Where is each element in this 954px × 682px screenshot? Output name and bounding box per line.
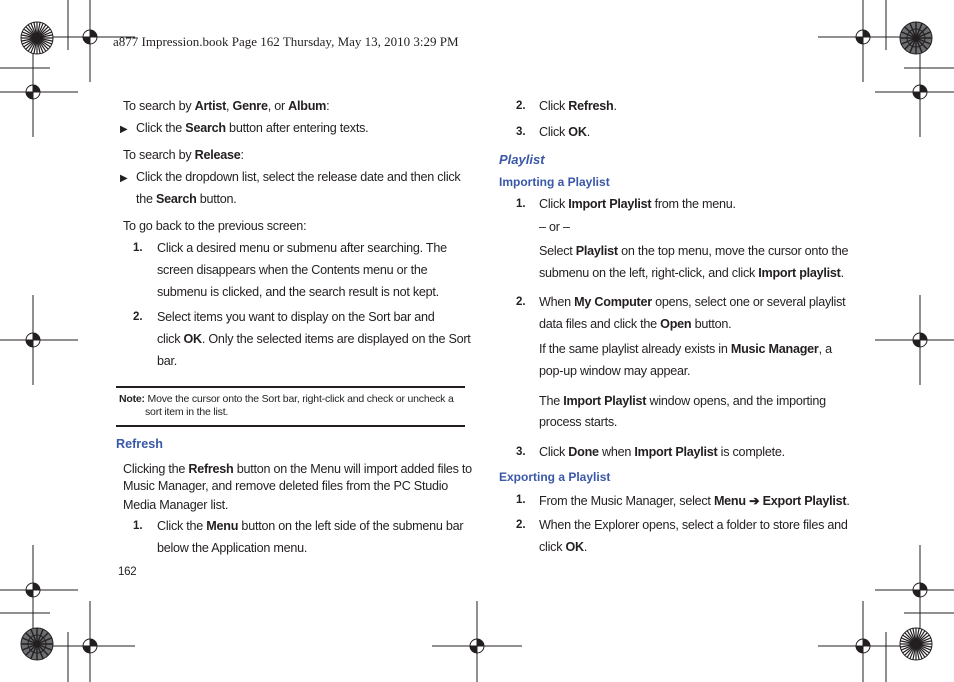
page-number: 162 bbox=[118, 566, 137, 578]
refresh-heading: Refresh bbox=[116, 437, 163, 451]
refresh-paragraph-line3: Media Manager list. bbox=[123, 498, 229, 512]
step-number: 1. bbox=[133, 520, 143, 532]
refresh-paragraph-line2: Music Manager, and remove deleted files from the PC Studio bbox=[123, 479, 449, 493]
refresh-paragraph-line1: Clicking the Refresh button on the Menu will import added files to bbox=[123, 462, 472, 476]
search-artist-line: To search by Artist, Genre, or Album: bbox=[123, 99, 330, 113]
export-step1: From the Music Manager, select Menu ➔ Export Playlist. bbox=[539, 494, 850, 508]
import-step2-line2: data files and click the Open button. bbox=[539, 317, 732, 331]
note-bottom-rule bbox=[116, 425, 465, 427]
refresh-step2: Click Refresh. bbox=[539, 99, 617, 113]
note-line-2: sort item in the list. bbox=[145, 406, 229, 418]
export-step2-line1: When the Explorer opens, select a folder to store files and bbox=[539, 518, 848, 532]
bullet-icon: ▶ bbox=[120, 124, 128, 135]
back-step1-line1: Click a desired menu or submenu after searching. The bbox=[157, 241, 447, 255]
release-bullet-line-2: the Search button. bbox=[136, 192, 237, 206]
import-step1-or: – or – bbox=[539, 220, 570, 234]
import-step2-line3: If the same playlist already exists in Music Manager, a bbox=[539, 342, 832, 356]
note-top-rule bbox=[116, 386, 465, 388]
playlist-heading: Playlist bbox=[499, 152, 545, 167]
import-step2-line6: process starts. bbox=[539, 415, 618, 429]
search-release-line: To search by Release: bbox=[123, 148, 244, 162]
import-step1-line3: submenu on the left, right-click, and click Import playlist. bbox=[539, 266, 844, 280]
back-step1-line3: submenu is clicked, and the search result is not kept. bbox=[157, 285, 439, 299]
back-step2-line3: bar. bbox=[157, 354, 178, 368]
back-step2-line1: Select items you want to display on the Sort bar and bbox=[157, 310, 435, 324]
go-back-line: To go back to the previous screen: bbox=[123, 219, 307, 233]
back-step2-line2: click OK. Only the selected items are displayed on the Sort bbox=[157, 332, 471, 346]
bullet-icon: ▶ bbox=[120, 173, 128, 184]
step-number: 1. bbox=[516, 198, 526, 210]
step-number: 2. bbox=[516, 519, 526, 531]
import-step1-line1: Click Import Playlist from the menu. bbox=[539, 197, 736, 211]
note-line-1: Note: Move the cursor onto the Sort bar, right-click and check or uncheck a bbox=[119, 393, 454, 405]
step-number: 1. bbox=[516, 494, 526, 506]
exporting-playlist-heading: Exporting a Playlist bbox=[499, 470, 611, 484]
search-artist-bullet: Click the Search button after entering texts. bbox=[136, 121, 369, 135]
refresh-step3: Click OK. bbox=[539, 125, 590, 139]
import-step2-line1: When My Computer opens, select one or several playlist bbox=[539, 295, 846, 309]
book-header: a877 Impression.book Page 162 Thursday, May 13, 2010 3:29 PM bbox=[113, 34, 459, 49]
step-number: 3. bbox=[516, 126, 526, 138]
step-number: 2. bbox=[516, 296, 526, 308]
step-number: 3. bbox=[516, 446, 526, 458]
import-step1-line2: Select Playlist on the top menu, move the cursor onto the bbox=[539, 244, 849, 258]
step-number: 1. bbox=[133, 242, 143, 254]
step-number: 2. bbox=[133, 311, 143, 323]
import-step3: Click Done when Import Playlist is complete. bbox=[539, 445, 785, 459]
refresh-step1-line1: Click the Menu button on the left side of the submenu bar bbox=[157, 519, 464, 533]
step-number: 2. bbox=[516, 100, 526, 112]
export-step2-line2: click OK. bbox=[539, 540, 588, 554]
importing-playlist-heading: Importing a Playlist bbox=[499, 175, 610, 189]
back-step1-line2: screen disappears when the Contents menu or the bbox=[157, 263, 428, 277]
refresh-step1-line2: below the Application menu. bbox=[157, 541, 308, 555]
import-step2-line4: pop-up window may appear. bbox=[539, 364, 691, 378]
release-bullet-line-1: Click the dropdown list, select the release date and then click bbox=[136, 170, 461, 184]
import-step2-line5: The Import Playlist window opens, and the importing bbox=[539, 394, 826, 408]
